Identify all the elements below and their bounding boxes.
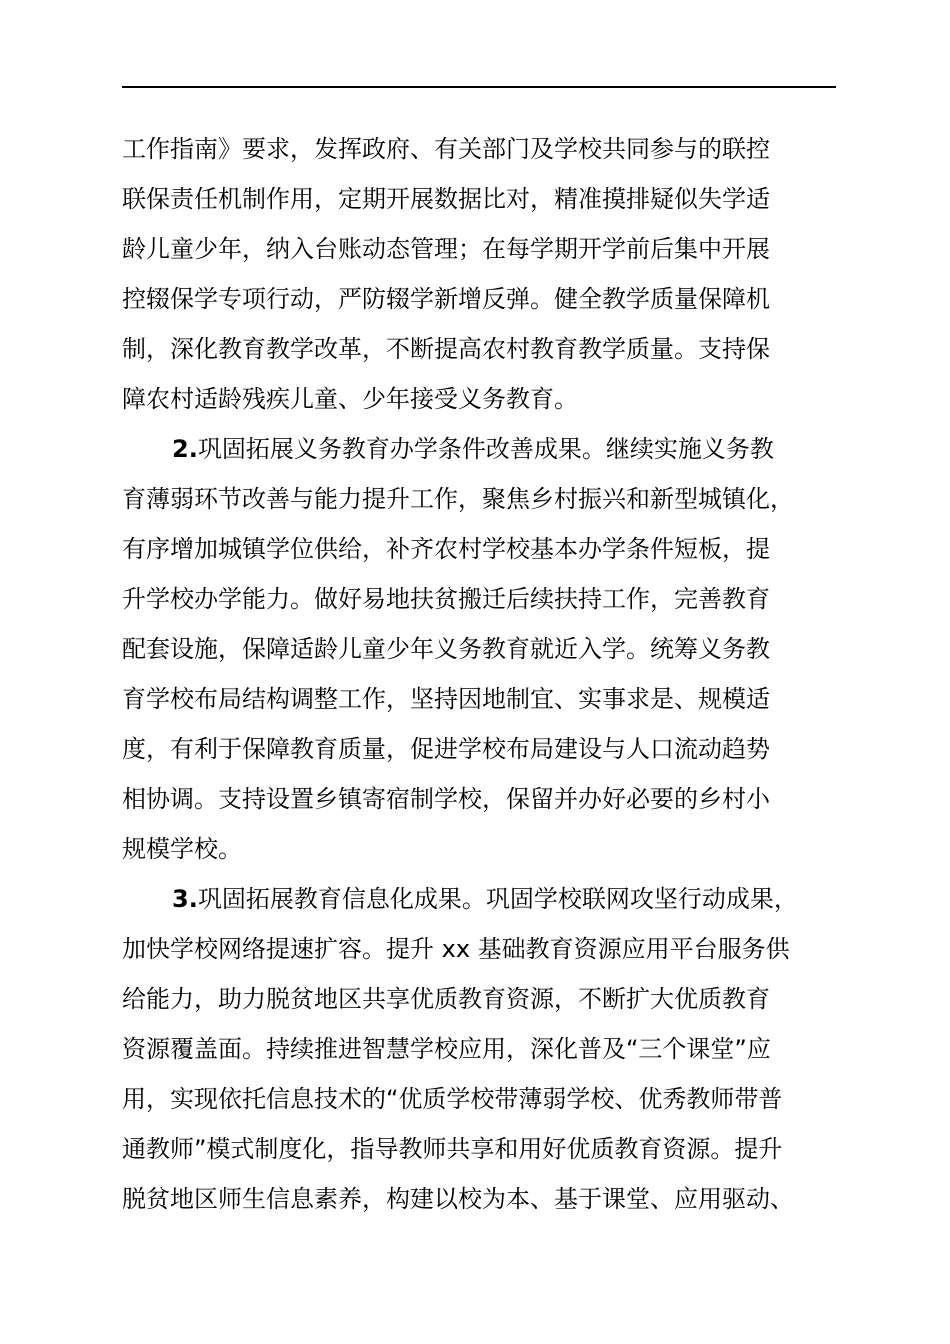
line-text: 巩固拓展教育信息化成果。巩固学校联网攻坚行动成果， (197, 885, 798, 913)
text-line: 加快学校网络提速扩容。提升 xx 基础教育资源应用平台服务供 (122, 935, 790, 963)
paragraph-1 (122, 124, 862, 424)
text-line: 联保责任机制作用，定期开展数据比对，精准摸排疑似失学适 (122, 185, 770, 213)
text-line: 工作指南》要求，发挥政府、有关部门及学校共同参与的联控 (122, 135, 770, 163)
text-line: 配套设施，保障适龄儿童少年义务教育就近入学。统筹义务教 (122, 635, 770, 663)
header-rule (122, 86, 836, 88)
text-line: 度，有利于保障教育质量，促进学校布局建设与人口流动趋势 (122, 735, 770, 763)
text-line: 通教师”模式制度化，指导教师共享和用好优质教育资源。提升 (122, 1135, 783, 1163)
text-line (122, 874, 862, 924)
paragraph-2 (122, 424, 862, 874)
paragraph-3 (122, 874, 862, 1224)
text-line: 升学校办学能力。做好易地扶贫搬迁后续扶持工作，完善教育 (122, 585, 770, 613)
text-line: 障农村适龄残疾儿童、少年接受义务教育。 (122, 385, 578, 413)
text-line: 用，实现依托信息技术的“优质学校带薄弱学校、优秀教师带普 (122, 1085, 783, 1113)
text-line: 龄儿童少年，纳入台账动态管理；在每学期开学前后集中开展 (122, 235, 770, 263)
text-line: 控辍保学专项行动，严防辍学新增反弹。健全教学质量保障机 (122, 285, 770, 313)
text-line: 给能力，助力脱贫地区共享优质教育资源，不断扩大优质教育 (122, 985, 770, 1013)
text-line: 有序增加城镇学位供给，补齐农村学校基本办学条件短板，提 (122, 535, 770, 563)
text-line: 资源覆盖面。持续推进智慧学校应用，深化普及“三个课堂”应 (122, 1035, 771, 1063)
text-line: 育学校布局结构调整工作，坚持因地制宜、实事求是、规模适 (122, 685, 770, 713)
line-text: 巩固拓展义务教育办学条件改善成果。继续实施义务教 (197, 435, 774, 463)
item-number: 2. (172, 435, 198, 463)
document-body (122, 124, 862, 1224)
text-line (122, 424, 862, 474)
text-line: 育薄弱环节改善与能力提升工作，聚焦乡村振兴和新型城镇化， (122, 485, 794, 513)
item-number: 3. (172, 885, 198, 913)
text-line: 规模学校。 (122, 835, 242, 863)
text-line: 脱贫地区师生信息素养，构建以校为本、基于课堂、应用驱动、 (122, 1185, 794, 1213)
text-line: 制，深化教育教学改革，不断提高农村教育教学质量。支持保 (122, 335, 770, 363)
text-line: 相协调。支持设置乡镇寄宿制学校，保留并办好必要的乡村小 (122, 785, 770, 813)
